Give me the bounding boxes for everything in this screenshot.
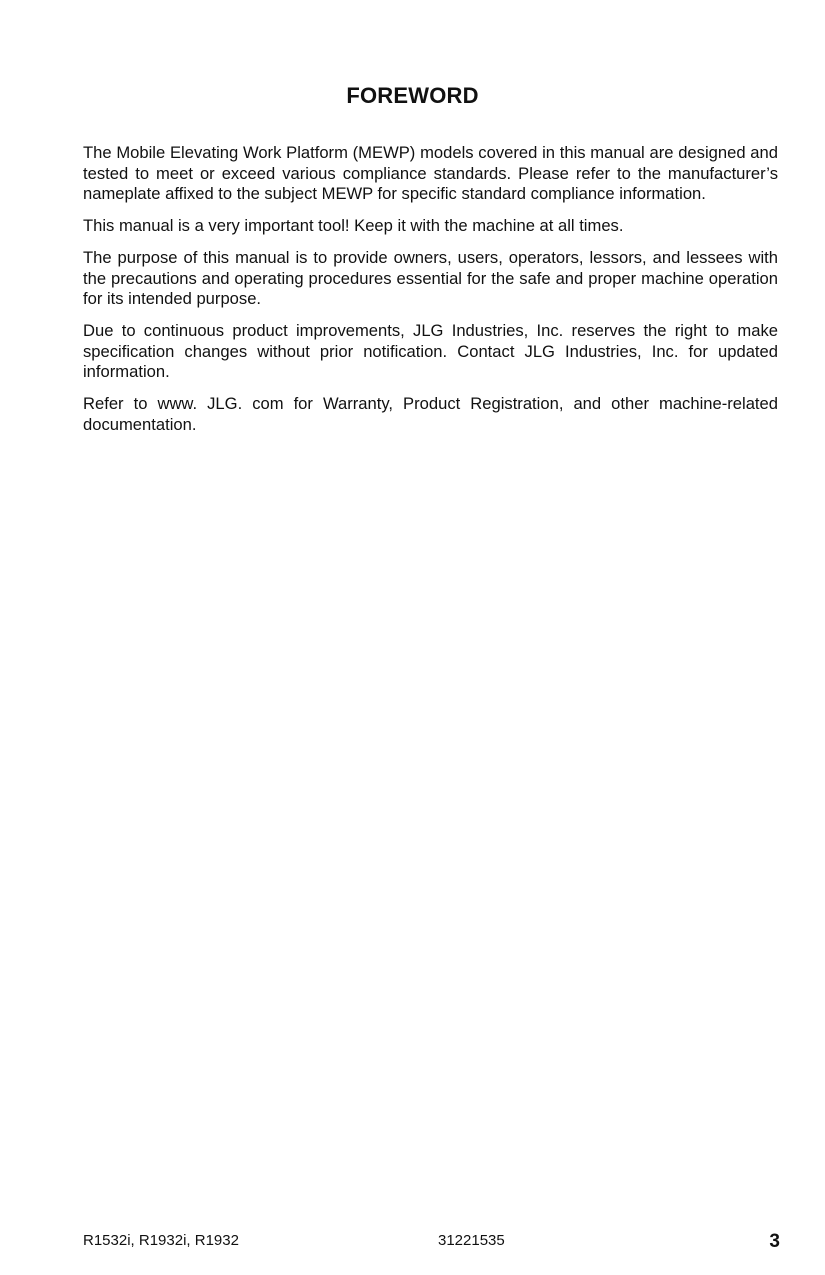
paragraph-purpose: The purpose of this manual is to provide owners, users, operators, lessors, and lessees with the precautions and operating procedures essential for the safe and proper machine operation for its intended purpose. <box>83 247 778 309</box>
foreword-body <box>83 143 778 446</box>
paragraph-compliance: The Mobile Elevating Work Platform (MEWP) models covered in this manual are designed and tested to meet or exceed various compliance standards. Please refer to the manufacturer’s nameplate affixed to the subject MEWP for specific standard compliance information. <box>83 143 778 204</box>
page-title: FOREWORD <box>346 83 479 108</box>
paragraph-improvements: Due to continuous product improvements, JLG Industries, Inc. reserves the right to make specification changes without prior notification. Contact JLG Industries, Inc. for updated information. <box>83 320 778 382</box>
paragraph-keep-manual: This manual is a very important tool! Keep it with the machine at all times. <box>83 216 624 236</box>
footer-document-number: 31221535 <box>438 1232 505 1249</box>
footer-model-list: R1532i, R1932i, R1932 <box>83 1232 239 1249</box>
page-footer <box>83 1232 780 1256</box>
footer-page-number: 3 <box>769 1231 780 1252</box>
paragraph-website-reference: Refer to www. JLG. com for Warranty, Product Registration, and other machine-related documentation. <box>83 394 778 434</box>
